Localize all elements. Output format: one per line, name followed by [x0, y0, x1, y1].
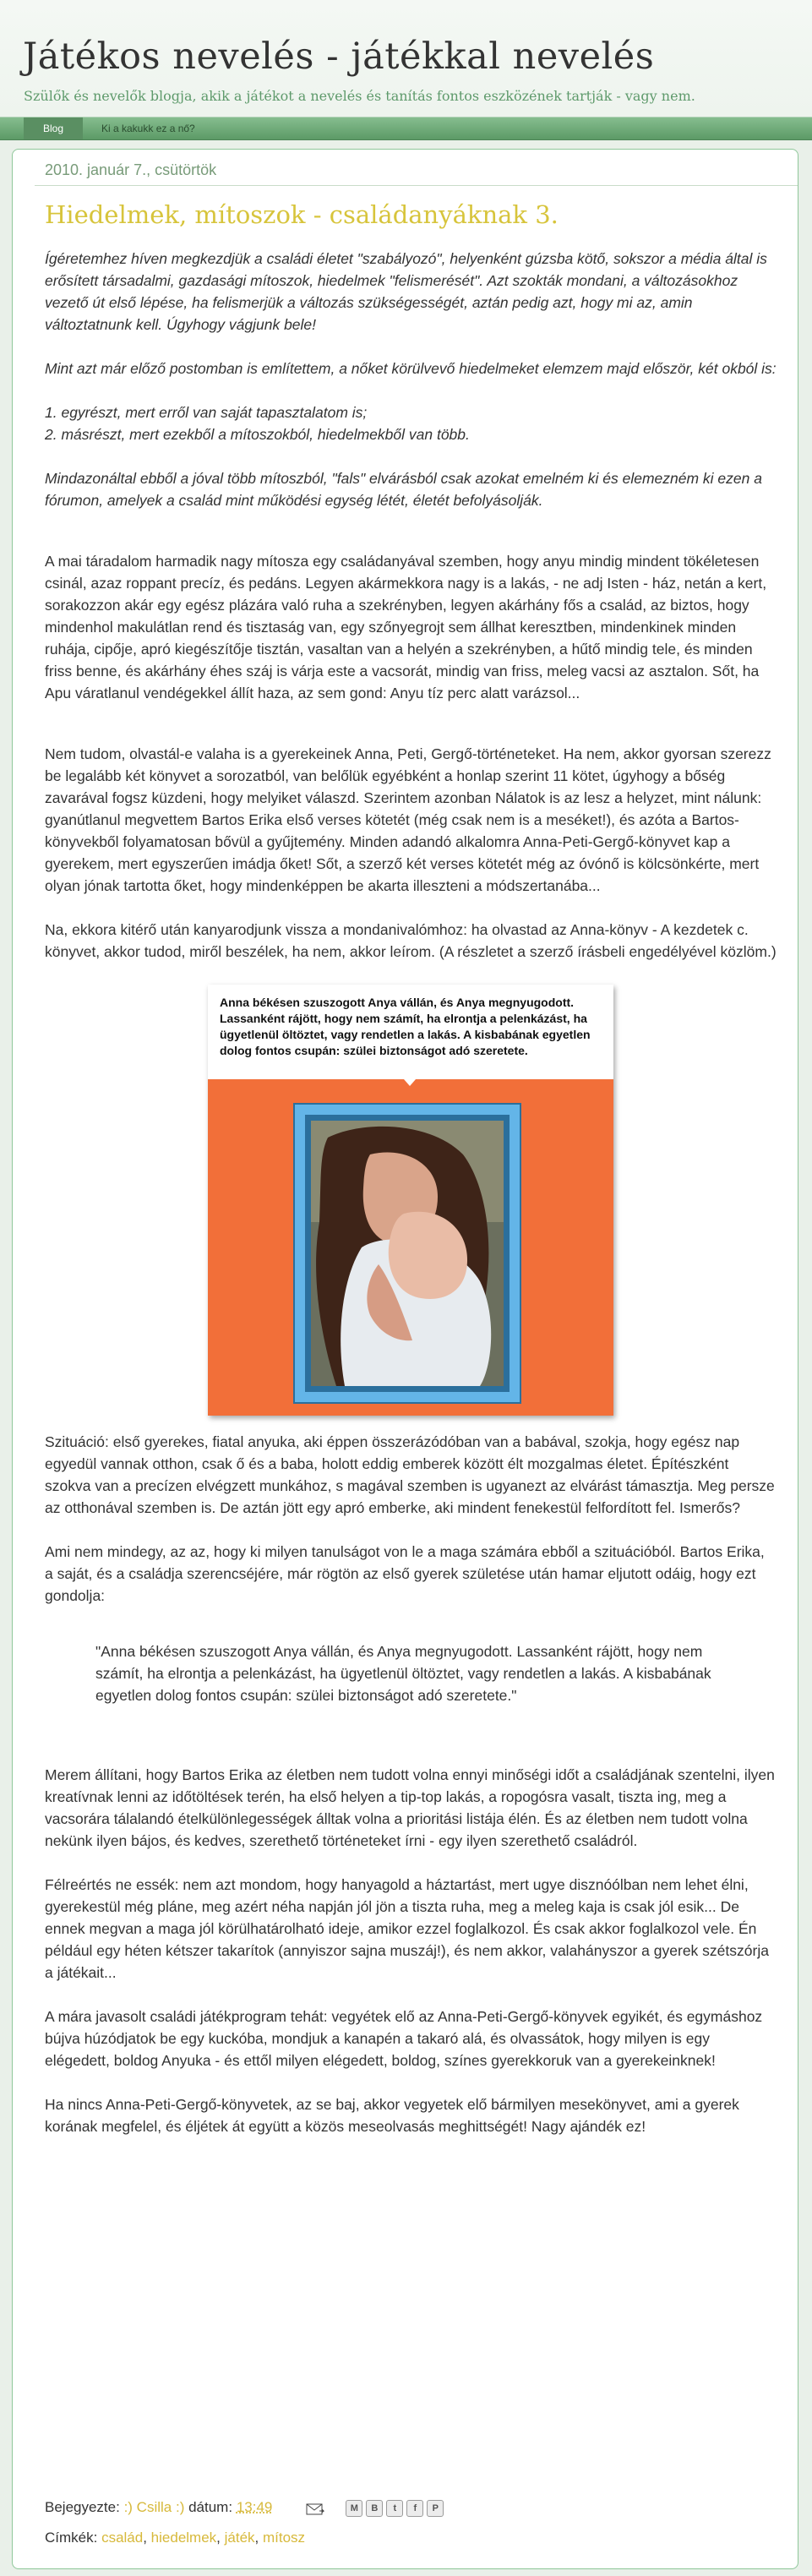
mother-and-baby-photo [311, 1121, 504, 1386]
label-link[interactable]: hiedelmek [150, 2530, 217, 2546]
twitter-share-icon[interactable]: t [386, 2500, 403, 2517]
intro-paragraph: Ígéretemhez híven megkezdjük a családi életet "szabályozó", helyenként gúzsba kötő, sokszor a média által is erősített társadalmi, gazdasági mítoszok, hiedelmek "felismerését". Azt szokták mondani, a változásokhoz vezető út első lépése, ha felismerjük a változás szükségességét, aztán pedig azt, hogy mi az, amin változtatnunk kell. Úgyhogy vágjunk bele! [45, 250, 767, 333]
post-labels: Címkék: család, hiedelmek, játék, mítosz [45, 2530, 306, 2546]
body-paragraph: A mára javasolt családi játékprogram tehát: vegyétek elő az Anna-Peti-Gergő-könyvek egyikét, és egymáshoz bújva húzódjatok be egy kuckóba, mondjuk a kanapén a takaró alá, és olvassátok, hogy milyen is egy elégedett, boldog Anyuka - és ettől milyen elégedett, boldog, színes gyerekkoruk van a gyerekeinknek! [45, 2008, 763, 2069]
labels-label: Címkék: [45, 2530, 98, 2546]
intro-list-item: 1. egyrészt, mert erről van saját tapasztalatom is; [45, 404, 368, 421]
picture-frame-inner [305, 1115, 510, 1392]
body-paragraph: Nem tudom, olvastál-e valaha is a gyerekeinek Anna, Peti, Gergő-történeteket. Ha nem, akkor gyorsan szerezz be legalább két könyvet a sorozatból, van belőlük egyébként a honlap szerint 11 kötet, úgyhogy a bőség zavarával fogsz küzdeni, hogy melyiket válaszd. Szerintem azonban Nálatok is az lesz a helyzet, mint nálunk: gyanútlanul megvettem Bartos Erika első verses kötetét (még csak nem is a meséket!), és azóta a Bartos-könyvekből folyamatosan bővül a gyűjtemény. Minden adandó alkalomra Anna-Peti-Gergő-könyvet kap a gyerekem, mert egyszerűen imádja őket! Sőt, a szerző két verses kötetét még az óvónő is kölcsönkérte, mert olyan jónak tartotta őket, hogy mindenképpen be akarta illeszteni a módszertanába... [45, 745, 771, 894]
author-link[interactable]: :) Csilla :) [123, 2499, 185, 2515]
body-paragraph: Ha nincs Anna-Peti-Gergő-könyvetek, az se baj, akkor vegyetek elő bármilyen mesekönyvet, ami a gyerek korának megfelel, és éljétek át együtt a közös meseolvasás meghittségét! Nagy ajándék ez! [45, 2096, 739, 2135]
post-title[interactable]: Hiedelmek, mítoszok - családanyáknak 3. [45, 200, 559, 229]
spacer [45, 511, 777, 550]
body-paragraph: Szituáció: első gyerekes, fiatal anyuka, aki éppen összerázódóban van a babával, szokja, hogy egész nap egyedül vannak otthon, csak ő és a baba, holott eddig emberek között élt mozgalmas életet. Építészként szokva van a precízen elvégzett munkához, s magával szemben is ugyanezt az elvárást támasztja. Meg persze az otthonával szemben is. De aztán jött egy apró emberke, aki mindent fenekestül felfordított fel. Ismerős? [45, 1433, 775, 1516]
posted-by-label: Bejegyezte: [45, 2499, 120, 2515]
email-share-icon[interactable]: M [346, 2500, 362, 2517]
tab-about[interactable]: Ki a kakukk ez a nő? [101, 123, 195, 134]
post-meta [45, 2499, 447, 2517]
body-paragraph: Merem állítani, hogy Bartos Erika az életben nem tudott volna ennyi minőségi időt a családjának szentelni, ilyen kreatívnak lenni az időtöltések terén, ha első helyen a tip-top lakás, a ropogósra vasalt, tiszta ing, meg a vacsorára tálalandó ételkülönlegességek álltak volna a prioritási listája élén. És az életben nem tudott volna nekünk ilyen bájos, és kedves, szerethető történeteket írni - egy ilyen szerethető családról. [45, 1766, 775, 1849]
post-time-link[interactable]: 13:49 [236, 2499, 273, 2515]
tab-blog[interactable]: Blog [24, 117, 83, 139]
body-paragraph: Félreértés ne essék: nem azt mondom, hogy hanyagold a háztartást, mert ugye disznóólban nem lehet élni, gyerekestül még pláne, meg azért néha napján jól jön a tiszta ruha, meg a meleg kaja is csak jól esik... De ennek megvan a maga jól körülhatárolható ideje, amikor ezzel foglalkozol. És csak akkor foglalkozol vele. Én például egy héten kétszer takarítok (annyiszor sajna muszáj!), és nem akkor, valahányszor a gyerek szétszórja a játékait... [45, 1876, 769, 1981]
page-tabs [0, 117, 812, 140]
intro-paragraph: Mint azt már előző postomban is említettem, a nőket körülvevő hiedelmeket elemzem majd először, két okból is: [45, 360, 777, 377]
post-body [45, 248, 777, 2159]
blog-description: Szülők és nevelők blogja, akik a játékot a nevelés és tanítás fontos eszközének tartják - vagy nem. [24, 88, 695, 104]
email-post-icon[interactable] [306, 2502, 324, 2514]
book-excerpt-image[interactable] [208, 985, 613, 1416]
label-link[interactable]: család [101, 2530, 144, 2546]
body-paragraph: A mai táradalom harmadik nagy mítosza egy családanyával szemben, hogy anyu mindig mindent tökéletesen csinál, azaz roppant precíz, és pedáns. Legyen akármekkora nagy is a lakás, - ne adj Isten - ház, netán a kert, sorakozzon akár egy egész plázára való ruha a szekrényben, legyen akárhány fős a család, az biztos, hogy mindenhol makulátlan rend és tisztaság van, egy szőnyegrojt sem állhat keresztben, mindenkinek minden ruhája, cipője, apró kiegészítője tisztán, vasaltan van a helyén a szekrényben, a hűtő mindig tele, és minden friss benne, és akárhány éhes száj is várja este a vacsorát, mindig van friss, meleg vacsi az asztalon. Sőt, ha Apu váratlanul vendégekkel állít haza, az sem gond: Anyu tíz perc alatt varázsol... [45, 553, 767, 701]
blog-title[interactable]: Játékos nevelés - játékkal nevelés [23, 35, 655, 78]
facebook-share-icon[interactable]: f [406, 2500, 423, 2517]
image-caption: Anna békésen szuszogott Anya vállán, és Anya megnyugodott. Lassanként rájött, hogy nem számít, ha elrontja a pelenkázást, ha ügyetlenül öltöztet, vagy rendetlen a lakás. A kisbabának egyetlen dolog fontos csupán: szülei biztonságot adó szeretete. [208, 985, 613, 1079]
pinterest-share-icon[interactable]: P [427, 2500, 444, 2517]
main-content [12, 149, 798, 2569]
blogthis-icon[interactable]: B [366, 2500, 383, 2517]
label-link[interactable]: mítosz [263, 2530, 306, 2546]
post-date: 2010. január 7., csütörtök [45, 161, 217, 178]
block-quote: "Anna békésen szuszogott Anya vállán, és Anya megnyugodott. Lassanként rájött, hogy nem számít, ha elrontja a pelenkázást, ha ügyetlenül öltöztet, vagy rendetlen a lakás. A kisbabának egyetlen dolog fontos csupán: szülei biztonságot adó szeretete." [95, 1643, 711, 1704]
picture-frame [293, 1103, 521, 1404]
spacer [45, 726, 777, 743]
blog-header [0, 0, 812, 117]
label-link[interactable]: játék [224, 2530, 255, 2546]
body-paragraph: Na, ekkora kitérő után kanyarodjunk vissza a mondanivalómhoz: ha olvastad az Anna-könyv - A kezdetek c. könyvet, akkor tudod, miről beszélek, ha nem, akkor leírom. (A részletet a szerző írásbeli engedélyével közlöm.) [45, 921, 777, 960]
divider [35, 185, 798, 186]
date-label: dátum: [188, 2499, 233, 2515]
intro-list-item: 2. másrészt, mert ezekből a mítoszokból, hiedelmekből van több. [45, 426, 470, 443]
body-paragraph: Ami nem mindegy, az az, hogy ki milyen tanulságot von le a maga számára ebből a szituációból. Bartos Erika, a saját, és a családja szerencséjére, már rögtön az első gyerek születése után hamar eljutott odáig, hogy ezt gondolja: [45, 1543, 765, 1604]
intro-paragraph: Mindazonáltal ebből a jóval több mítoszból, "fals" elvárásból csak azokat emelném ki és elemezném ki ezen a fórumon, amelyek a család mint működési egység létét, életét befolyásolják. [45, 470, 762, 509]
caption-pointer [404, 1079, 416, 1086]
